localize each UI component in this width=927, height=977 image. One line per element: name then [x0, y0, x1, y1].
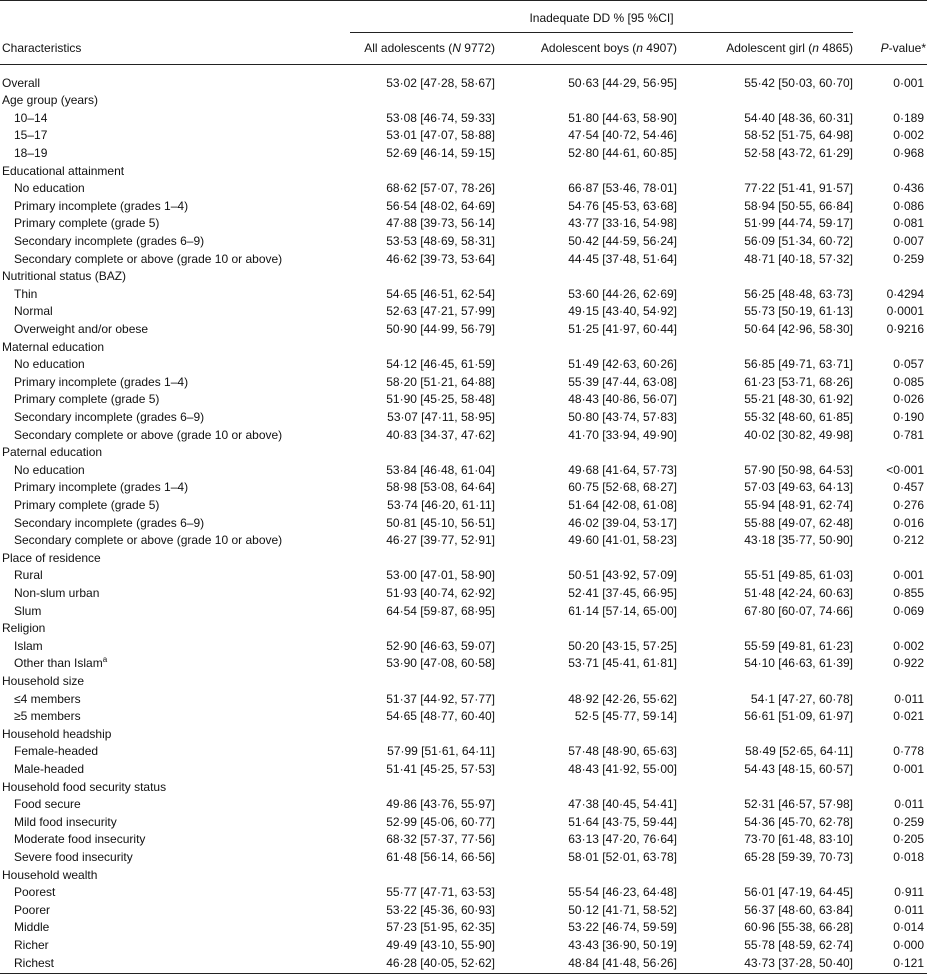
cell-adolescent-girl: 55·73 [50·19, 61·13] [744, 304, 853, 319]
row-label: 18–19 [14, 145, 48, 160]
cell-adolescent-boys: 52·41 [37·45, 66·95] [568, 585, 677, 600]
table-row [0, 603, 927, 621]
cell-p-value: 0·457 [893, 480, 924, 495]
row-label: Middle [14, 920, 50, 935]
row-label: Primary complete (grade 5) [14, 497, 160, 512]
cell-adolescent-girl: 54·1 [47·27, 60·78] [750, 691, 853, 706]
cell-p-value: 0·000 [893, 937, 924, 952]
cell-adolescent-boys: 61·14 [57·14, 65·00] [568, 603, 677, 618]
table-row [0, 515, 927, 533]
cell-adolescent-boys: 47·38 [40·45, 54·41] [568, 797, 677, 812]
row-label: Household food security status [2, 779, 167, 794]
cell-p-value: 0·085 [893, 374, 924, 389]
row-label: Place of residence [2, 550, 101, 565]
row-label: Secondary incomplete (grades 6–9) [14, 409, 205, 424]
cell-all-adolescents: 46·27 [39·77, 52·91] [386, 533, 495, 548]
cell-all-adolescents: 55·77 [47·71, 63·53] [386, 885, 495, 900]
cell-adolescent-boys: 52·5 [45·77, 59·14] [574, 709, 677, 724]
cell-all-adolescents: 40·83 [34·37, 47·62] [386, 427, 495, 442]
cell-p-value: 0·778 [893, 744, 924, 759]
table-row [0, 356, 927, 374]
table-row [0, 233, 927, 251]
cell-all-adolescents: 56·54 [48·02, 64·69] [386, 198, 495, 213]
cell-p-value: 0·922 [893, 656, 924, 671]
cell-p-value: 0·018 [893, 849, 924, 864]
cell-p-value: 0·259 [893, 251, 924, 266]
row-label: Educational attainment [2, 163, 125, 178]
table-row [0, 497, 927, 515]
cell-adolescent-boys: 41·70 [33·94, 49·90] [568, 427, 677, 442]
cell-p-value: 0·081 [893, 216, 924, 231]
row-label: Primary incomplete (grades 1–4) [14, 198, 189, 213]
cell-all-adolescents: 49·86 [43·76, 55·97] [386, 797, 495, 812]
row-label: Severe food insecurity [14, 849, 133, 864]
table-row [0, 479, 927, 497]
cell-p-value: 0·001 [893, 761, 924, 776]
cell-adolescent-girl: 55·78 [48·59, 62·74] [744, 937, 853, 952]
cell-adolescent-girl: 57·90 [50·98, 64·53] [744, 462, 853, 477]
section-heading-row [0, 620, 927, 638]
cell-all-adolescents: 58·20 [51·21, 64·88] [386, 374, 495, 389]
cell-p-value: 0·002 [893, 128, 924, 143]
table-row [0, 110, 927, 128]
cell-p-value: 0·011 [894, 691, 924, 706]
table-row [0, 585, 927, 603]
section-heading-row [0, 726, 927, 744]
cell-p-value: <0·001 [886, 462, 924, 477]
cell-adolescent-girl: 58·94 [50·55, 66·84] [744, 198, 853, 213]
cell-adolescent-boys: 44·45 [37·48, 51·64] [568, 251, 677, 266]
section-heading-row [0, 163, 927, 181]
row-label: Overall [2, 75, 41, 90]
cell-adolescent-boys: 51·64 [43·75, 59·44] [568, 814, 677, 829]
cell-adolescent-girl: 55·51 [49·85, 61·03] [744, 568, 853, 583]
cell-p-value: 0·4294 [886, 286, 924, 301]
cell-all-adolescents: 53·07 [47·11, 58·95] [387, 409, 495, 424]
cell-adolescent-boys: 60·75 [52·68, 68·27] [568, 480, 677, 495]
table-row [0, 127, 927, 145]
cell-p-value: 0·007 [893, 233, 924, 248]
table-row [0, 462, 927, 480]
cell-all-adolescents: 57·99 [51·61, 64·11] [387, 744, 495, 759]
cell-adolescent-girl: 56·61 [51·09, 61·97] [744, 709, 853, 724]
row-label: No education [14, 462, 85, 477]
cell-adolescent-girl: 56·85 [49·71, 63·71] [744, 357, 853, 372]
cell-all-adolescents: 53·00 [47·01, 58·90] [386, 568, 495, 583]
row-label: Slum [14, 603, 42, 618]
cell-all-adolescents: 61·48 [56·14, 66·56] [386, 849, 495, 864]
table-row [0, 638, 927, 656]
cell-adolescent-girl: 40·02 [30·82, 49·98] [744, 427, 853, 442]
cell-p-value: 0·9216 [886, 321, 924, 336]
table-row [0, 374, 927, 392]
table-row [0, 303, 927, 321]
top-rule [0, 0, 927, 1]
row-label: ≤4 members [14, 691, 81, 706]
section-heading-row [0, 867, 927, 885]
table-row [0, 743, 927, 761]
table-row [0, 919, 927, 937]
cell-adolescent-boys: 51·64 [42·08, 61·08] [568, 497, 677, 512]
cell-adolescent-boys: 55·54 [46·23, 64·48] [568, 885, 677, 900]
cell-p-value: 0·276 [893, 497, 924, 512]
cell-p-value: 0·001 [893, 568, 924, 583]
table-row [0, 691, 927, 709]
table-row [0, 831, 927, 849]
row-label: Thin [14, 286, 38, 301]
row-label: Female-headed [14, 744, 99, 759]
row-label: Food secure [14, 797, 81, 812]
cell-all-adolescents: 53·08 [46·74, 59·33] [386, 110, 495, 125]
group-header: Inadequate DD % [95 %CI] [529, 11, 674, 25]
cell-adolescent-girl: 58·49 [52·65, 64·11] [745, 744, 853, 759]
cell-p-value: 0·011 [894, 797, 924, 812]
table-row [0, 391, 927, 409]
cell-all-adolescents: 51·90 [45·25, 58·48] [386, 392, 495, 407]
cell-adolescent-boys: 48·84 [41·48, 56·26] [568, 955, 677, 970]
table-row [0, 180, 927, 198]
cell-adolescent-boys: 47·54 [40·72, 54·46] [568, 128, 677, 143]
row-label: Normal [14, 304, 53, 319]
cell-p-value: 0·212 [893, 533, 924, 548]
cell-all-adolescents: 53·02 [47·28, 58·67] [386, 75, 495, 90]
table-row [0, 761, 927, 779]
row-label: Islam [14, 638, 43, 653]
cell-all-adolescents: 47·88 [39·73, 56·14] [386, 216, 495, 231]
cell-adolescent-boys: 50·12 [41·71, 58·52] [568, 902, 677, 917]
cell-adolescent-boys: 48·92 [42·26, 55·62] [568, 691, 677, 706]
cell-p-value: 0·190 [893, 409, 924, 424]
section-heading-row [0, 444, 927, 462]
cell-adolescent-girl: 51·99 [44·74, 59·17] [744, 216, 853, 231]
section-heading-row [0, 673, 927, 691]
row-label: Household headship [2, 726, 112, 741]
cell-p-value: 0·011 [894, 902, 924, 917]
cell-p-value: 0·026 [893, 392, 924, 407]
header-adolescent-boys: Adolescent boys (n 4907) [540, 41, 677, 55]
table-row [0, 655, 927, 673]
cell-adolescent-girl: 56·37 [48·60, 63·84] [744, 902, 853, 917]
cell-adolescent-boys: 48·43 [40·86, 56·07] [568, 392, 677, 407]
cell-adolescent-boys: 66·87 [53·46, 78·01] [568, 181, 677, 196]
cell-adolescent-girl: 77·22 [51·41, 91·57] [744, 181, 853, 196]
cell-adolescent-boys: 50·20 [43·15, 57·25] [568, 638, 677, 653]
row-label: No education [14, 357, 85, 372]
cell-adolescent-boys: 58·01 [52·01, 63·78] [568, 849, 677, 864]
cell-p-value: 0·014 [893, 920, 924, 935]
row-label: Age group (years) [2, 93, 99, 108]
cell-p-value: 0·002 [893, 638, 924, 653]
cell-all-adolescents: 46·62 [39·73, 53·64] [386, 251, 495, 266]
cell-p-value: 0·016 [893, 515, 924, 530]
cell-adolescent-girl: 55·21 [48·30, 61·92] [744, 392, 853, 407]
table-row [0, 427, 927, 445]
cell-p-value: 0·069 [893, 603, 924, 618]
cell-adolescent-girl: 54·40 [48·36, 60·31] [744, 110, 853, 125]
cell-adolescent-girl: 43·18 [35·77, 50·90] [744, 533, 853, 548]
cell-adolescent-girl: 57·03 [49·63, 64·13] [744, 480, 853, 495]
cell-p-value: 0·855 [893, 585, 924, 600]
row-label: 10–14 [14, 110, 48, 125]
cell-adolescent-girl: 65·28 [59·39, 70·73] [744, 849, 853, 864]
cell-adolescent-boys: 53·60 [44·26, 62·69] [568, 286, 677, 301]
cell-adolescent-girl: 51·48 [42·24, 60·63] [744, 585, 853, 600]
cell-all-adolescents: 54·12 [46·45, 61·59] [386, 357, 495, 372]
cell-adolescent-girl: 56·01 [47·19, 64·45] [744, 885, 853, 900]
cell-p-value: 0·021 [893, 709, 924, 724]
row-label: Primary incomplete (grades 1–4) [14, 480, 189, 495]
cell-all-adolescents: 53·84 [46·48, 61·04] [386, 462, 495, 477]
row-label: ≥5 members [14, 709, 81, 724]
cell-all-adolescents: 53·22 [45·36, 60·93] [386, 902, 495, 917]
cell-adolescent-boys: 50·80 [43·74, 57·83] [568, 409, 677, 424]
cell-adolescent-girl: 61·23 [53·71, 68·26] [744, 374, 853, 389]
cell-adolescent-girl: 54·43 [48·15, 60·57] [744, 761, 853, 776]
cell-adolescent-boys: 43·77 [33·16, 54·98] [568, 216, 677, 231]
cell-p-value: 0·436 [893, 181, 924, 196]
header-all-adolescents: All adolescents (N 9772) [364, 41, 495, 55]
header-characteristics: Characteristics [2, 41, 82, 55]
row-label: Richest [14, 955, 55, 970]
table-row [0, 937, 927, 955]
table-row [0, 814, 927, 832]
cell-adolescent-girl: 55·32 [48·60, 61·85] [744, 409, 853, 424]
cell-p-value: 0·057 [893, 357, 924, 372]
row-label: Richer [14, 937, 49, 952]
section-heading-row [0, 339, 927, 357]
cell-adolescent-girl: 60·96 [55·38, 66·28] [744, 920, 853, 935]
table-row [0, 884, 927, 902]
table-row [0, 708, 927, 726]
table-row [0, 849, 927, 867]
cell-adolescent-girl: 56·25 [48·48, 63·73] [744, 286, 853, 301]
section-heading-row [0, 268, 927, 286]
cell-adolescent-girl: 55·94 [48·91, 62·74] [744, 497, 853, 512]
cell-adolescent-girl: 55·42 [50·03, 60·70] [744, 75, 853, 90]
row-label: Primary complete (grade 5) [14, 216, 160, 231]
row-label: Secondary incomplete (grades 6–9) [14, 515, 205, 530]
cell-all-adolescents: 53·74 [46·20, 61·11] [387, 497, 495, 512]
cell-adolescent-boys: 43·43 [36·90, 50·19] [568, 937, 677, 952]
cell-all-adolescents: 52·90 [46·63, 59·07] [386, 638, 495, 653]
cell-all-adolescents: 54·65 [48·77, 60·40] [386, 709, 495, 724]
cell-adolescent-boys: 51·49 [42·63, 60·26] [568, 357, 677, 372]
cell-adolescent-boys: 50·51 [43·92, 57·09] [568, 568, 677, 583]
footnote-marker: a [102, 655, 108, 665]
cell-p-value: 0·911 [894, 885, 924, 900]
cell-adolescent-girl: 67·80 [60·07, 74·66] [744, 603, 853, 618]
row-label: Secondary complete or above (grade 10 or above) [14, 427, 283, 442]
cell-adolescent-boys: 49·60 [41·01, 58·23] [568, 533, 677, 548]
row-label: Non-slum urban [14, 585, 100, 600]
cell-all-adolescents: 54·65 [46·51, 62·54] [386, 286, 495, 301]
row-label: Overweight and/or obese [14, 321, 149, 336]
row-label: Secondary complete or above (grade 10 or above) [14, 533, 283, 548]
table-row [0, 321, 927, 339]
header-adolescent-girl: Adolescent girl (n 4865) [726, 41, 853, 55]
cell-adolescent-girl: 54·10 [46·63, 61·39] [744, 656, 853, 671]
row-label: Moderate food insecurity [14, 832, 146, 847]
cell-adolescent-boys: 49·15 [43·40, 54·92] [568, 304, 677, 319]
row-label: 15–17 [14, 128, 48, 143]
cell-adolescent-boys: 49·68 [41·64, 57·73] [568, 462, 677, 477]
table-row [0, 796, 927, 814]
table-row [0, 902, 927, 920]
cell-all-adolescents: 51·37 [44·92, 57·77] [386, 691, 495, 706]
row-label: Paternal education [2, 445, 103, 460]
cell-adolescent-girl: 52·31 [46·57, 57·98] [744, 797, 853, 812]
table-row [0, 215, 927, 233]
row-label: No education [14, 181, 85, 196]
table-row [0, 532, 927, 550]
cell-adolescent-boys: 53·71 [45·41, 61·81] [568, 656, 677, 671]
cell-p-value: 0·189 [893, 110, 924, 125]
row-label: Rural [14, 568, 43, 583]
cell-adolescent-girl: 52·58 [43·72, 61·29] [744, 145, 853, 160]
row-label: Primary complete (grade 5) [14, 392, 160, 407]
row-label: Poorest [14, 885, 56, 900]
cell-adolescent-boys: 51·25 [41·97, 60·44] [568, 321, 677, 336]
cell-adolescent-girl: 58·52 [51·75, 64·98] [744, 128, 853, 143]
row-label: Household size [2, 673, 85, 688]
cell-all-adolescents: 51·93 [40·74, 62·92] [386, 585, 495, 600]
row-label: Secondary complete or above (grade 10 or above) [14, 251, 283, 266]
bottom-rule [0, 973, 927, 974]
cell-all-adolescents: 50·81 [45·10, 56·51] [386, 515, 495, 530]
cell-all-adolescents: 50·90 [44·99, 56·79] [386, 321, 495, 336]
row-label: Primary incomplete (grades 1–4) [14, 374, 189, 389]
row-label: Maternal education [2, 339, 105, 354]
row-label: Male-headed [14, 761, 85, 776]
cell-all-adolescents: 49·49 [43·10, 55·90] [386, 937, 495, 952]
cell-adolescent-boys: 54·76 [45·53, 63·68] [568, 198, 677, 213]
cell-adolescent-girl: 50·64 [42·96, 58·30] [744, 321, 853, 336]
cell-all-adolescents: 58·98 [53·08, 64·64] [386, 480, 495, 495]
cell-all-adolescents: 68·62 [57·07, 78·26] [386, 181, 495, 196]
section-heading-row [0, 92, 927, 110]
cell-adolescent-girl: 54·36 [45·70, 62·78] [744, 814, 853, 829]
cell-all-adolescents: 53·53 [48·69, 58·31] [386, 233, 495, 248]
row-label: Household wealth [2, 867, 98, 882]
header-p-value: P-value* [880, 41, 926, 55]
table-row [0, 409, 927, 427]
row-label: Poorer [14, 902, 51, 917]
cell-adolescent-boys: 51·80 [44·63, 58·90] [568, 110, 677, 125]
cell-adolescent-girl: 73·70 [61·48, 83·10] [744, 832, 853, 847]
cell-p-value: 0·968 [893, 145, 924, 160]
table-row [0, 955, 927, 973]
table-row [0, 567, 927, 585]
cell-adolescent-boys: 63·13 [47·20, 76·64] [568, 832, 677, 847]
table-row [0, 286, 927, 304]
table-row [0, 251, 927, 269]
row-label: Nutritional status (BAZ) [2, 269, 127, 284]
cell-adolescent-boys: 46·02 [39·04, 53·17] [568, 515, 677, 530]
cell-adolescent-boys: 52·80 [44·61, 60·85] [568, 145, 677, 160]
cell-p-value: 0·781 [893, 427, 924, 442]
row-label: Secondary incomplete (grades 6–9) [14, 233, 205, 248]
cell-p-value: 0·0001 [886, 304, 924, 319]
cell-adolescent-boys: 50·42 [44·59, 56·24] [568, 233, 677, 248]
cell-adolescent-girl: 48·71 [40·18, 57·32] [744, 251, 853, 266]
cell-all-adolescents: 57·23 [51·95, 62·35] [386, 920, 495, 935]
header-rule [0, 64, 927, 65]
cell-all-adolescents: 52·69 [46·14, 59·15] [386, 145, 495, 160]
cell-all-adolescents: 53·90 [47·08, 60·58] [386, 656, 495, 671]
cell-all-adolescents: 68·32 [57·37, 77·56] [386, 832, 495, 847]
cell-all-adolescents: 53·01 [47·07, 58·88] [386, 128, 495, 143]
cell-adolescent-girl: 56·09 [51·34, 60·72] [744, 233, 853, 248]
section-heading-row [0, 550, 927, 568]
group-header-rule [350, 32, 853, 33]
cell-all-adolescents: 64·54 [59·87, 68·95] [386, 603, 495, 618]
cell-all-adolescents: 51·41 [45·25, 57·53] [386, 761, 495, 776]
table-row [0, 145, 927, 163]
cell-adolescent-girl: 55·59 [49·81, 61·23] [744, 638, 853, 653]
cell-adolescent-boys: 53·22 [46·74, 59·59] [568, 920, 677, 935]
cell-adolescent-boys: 57·48 [48·90, 65·63] [568, 744, 677, 759]
section-heading-row [0, 779, 927, 797]
table-row [0, 198, 927, 216]
cell-all-adolescents: 46·28 [40·05, 52·62] [386, 955, 495, 970]
cell-adolescent-boys: 50·63 [44·29, 56·95] [568, 75, 677, 90]
row-label: Religion [2, 621, 46, 636]
cell-p-value: 0·205 [893, 832, 924, 847]
cell-p-value: 0·001 [893, 75, 924, 90]
table-row [0, 75, 927, 93]
row-label: Other than Islam$^a$ [14, 655, 108, 671]
cell-p-value: 0·121 [893, 955, 924, 970]
cell-all-adolescents: 52·99 [45·06, 60·77] [386, 814, 495, 829]
cell-p-value: 0·259 [893, 814, 924, 829]
cell-adolescent-boys: 55·39 [47·44, 63·08] [568, 374, 677, 389]
cell-adolescent-girl: 43·73 [37·28, 50·40] [744, 955, 853, 970]
row-label: Mild food insecurity [14, 814, 117, 829]
cell-p-value: 0·086 [893, 198, 924, 213]
cell-adolescent-boys: 48·43 [41·92, 55·00] [568, 761, 677, 776]
cell-adolescent-girl: 55·88 [49·07, 62·48] [744, 515, 853, 530]
cell-all-adolescents: 52·63 [47·21, 57·99] [386, 304, 495, 319]
